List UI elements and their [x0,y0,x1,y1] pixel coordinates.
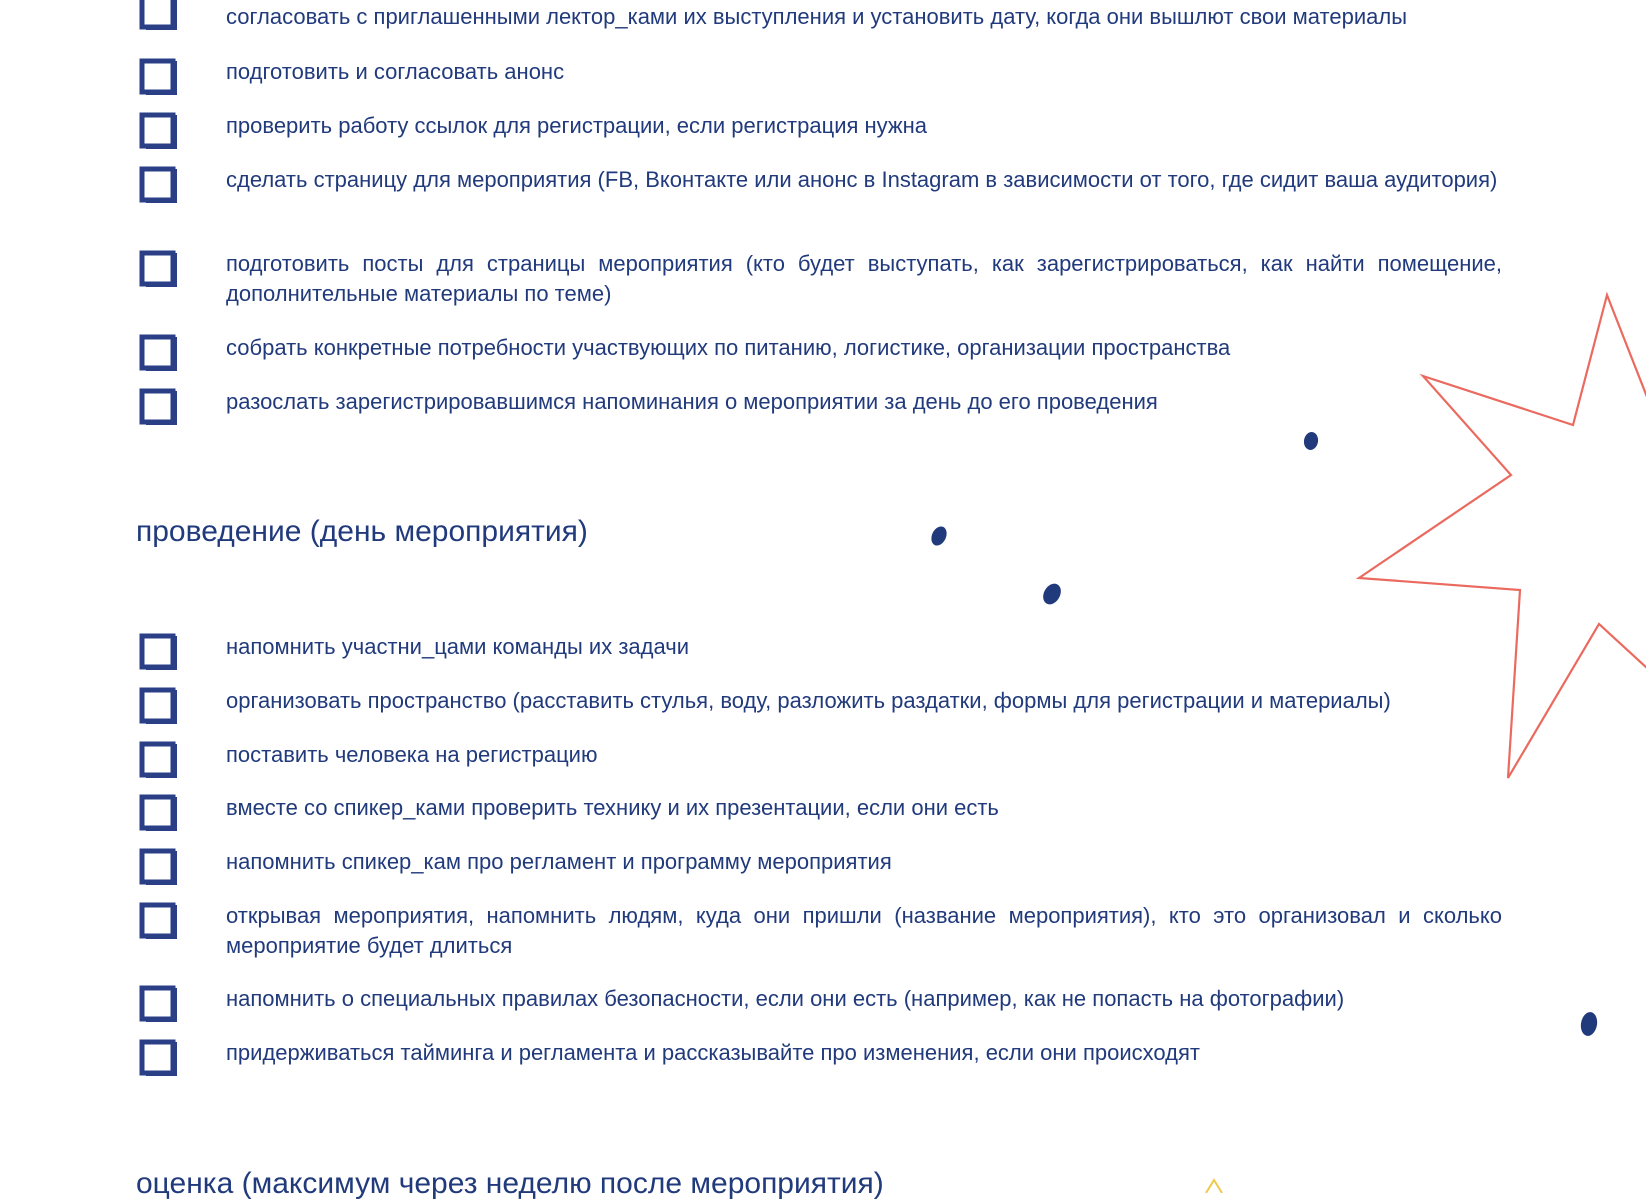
yellow-triangle-icon [1206,1180,1222,1193]
checkbox-icon[interactable] [139,983,177,1021]
ink-dot-icon [1579,1011,1599,1037]
checklist-item-text: подготовить посты для страницы мероприятия (кто будет выступать, как зарегистрироваться, как найти помещение, дополнительные материалы по теме) [226,251,1502,306]
checklist-item-text: подготовить и согласовать анонс [226,59,565,84]
checklist-item-text: напомнить участни_цами команды их задачи [226,634,689,659]
checkbox-icon[interactable] [139,56,177,94]
checklist-item-text: поставить человека на регистрацию [226,742,598,767]
checkbox-icon[interactable] [139,685,177,723]
checklist-item-text: собрать конкретные потребности участвующих по питанию, логистике, организации пространства [226,335,1231,360]
checkbox-icon[interactable] [139,900,177,938]
checklist-item-text: организовать пространство (расставить стулья, воду, разложить раздатки, формы для регистрации и материалы) [226,688,1391,713]
checklist-item-text: разослать зарегистрировавшимся напоминания о мероприятии за день до его проведения [226,389,1158,414]
checklist-item-text: придерживаться тайминга и регламента и рассказывайте про изменения, если они происходят [226,1040,1200,1065]
checkbox-icon[interactable] [139,0,177,29]
checklist-item-text: проверить работу ссылок для регистрации, если регистрация нужна [226,113,928,138]
checkbox-icon[interactable] [139,332,177,370]
checklist-item-text: напомнить спикер_кам про регламент и программу мероприятия [226,849,892,874]
checklist-item-text: сделать страницу для мероприятия (FB, Вконтакте или анонс в Instagram в зависимости от того, где сидит ваша аудитория) [226,167,1498,192]
checklist-item-text: напомнить о специальных правилах безопасности, если они есть (например, как не попасть на фотографии) [226,986,1345,1011]
checkbox-icon[interactable] [139,739,177,777]
checklist-item-text: открывая мероприятия, напомнить людям, куда они пришли (название мероприятия), кто это организовал и сколько мероприятие будет длиться [226,903,1502,958]
checkbox-icon[interactable] [139,164,177,202]
checkbox-icon[interactable] [139,846,177,884]
ink-dot-icon [928,524,949,548]
checkbox-icon[interactable] [139,110,177,148]
section-heading-event-day: проведение (день мероприятия) [136,515,588,548]
checkbox-icon[interactable] [139,792,177,830]
ink-dot-icon [1040,580,1065,607]
checklist-item-text: вместе со спикер_ками проверить технику и их презентации, если они есть [226,795,999,820]
checkbox-icon[interactable] [139,1037,177,1075]
section-heading-evaluation: оценка (максимум через неделю после мероприятия) [136,1167,884,1200]
checkbox-icon[interactable] [139,248,177,286]
checklist-item-text: согласовать с приглашенными лектор_ками их выступления и установить дату, когда они вышлют свои материалы [226,4,1408,29]
ink-dot-icon [1303,431,1320,451]
checkbox-icon[interactable] [139,631,177,669]
checkbox-icon[interactable] [139,386,177,424]
